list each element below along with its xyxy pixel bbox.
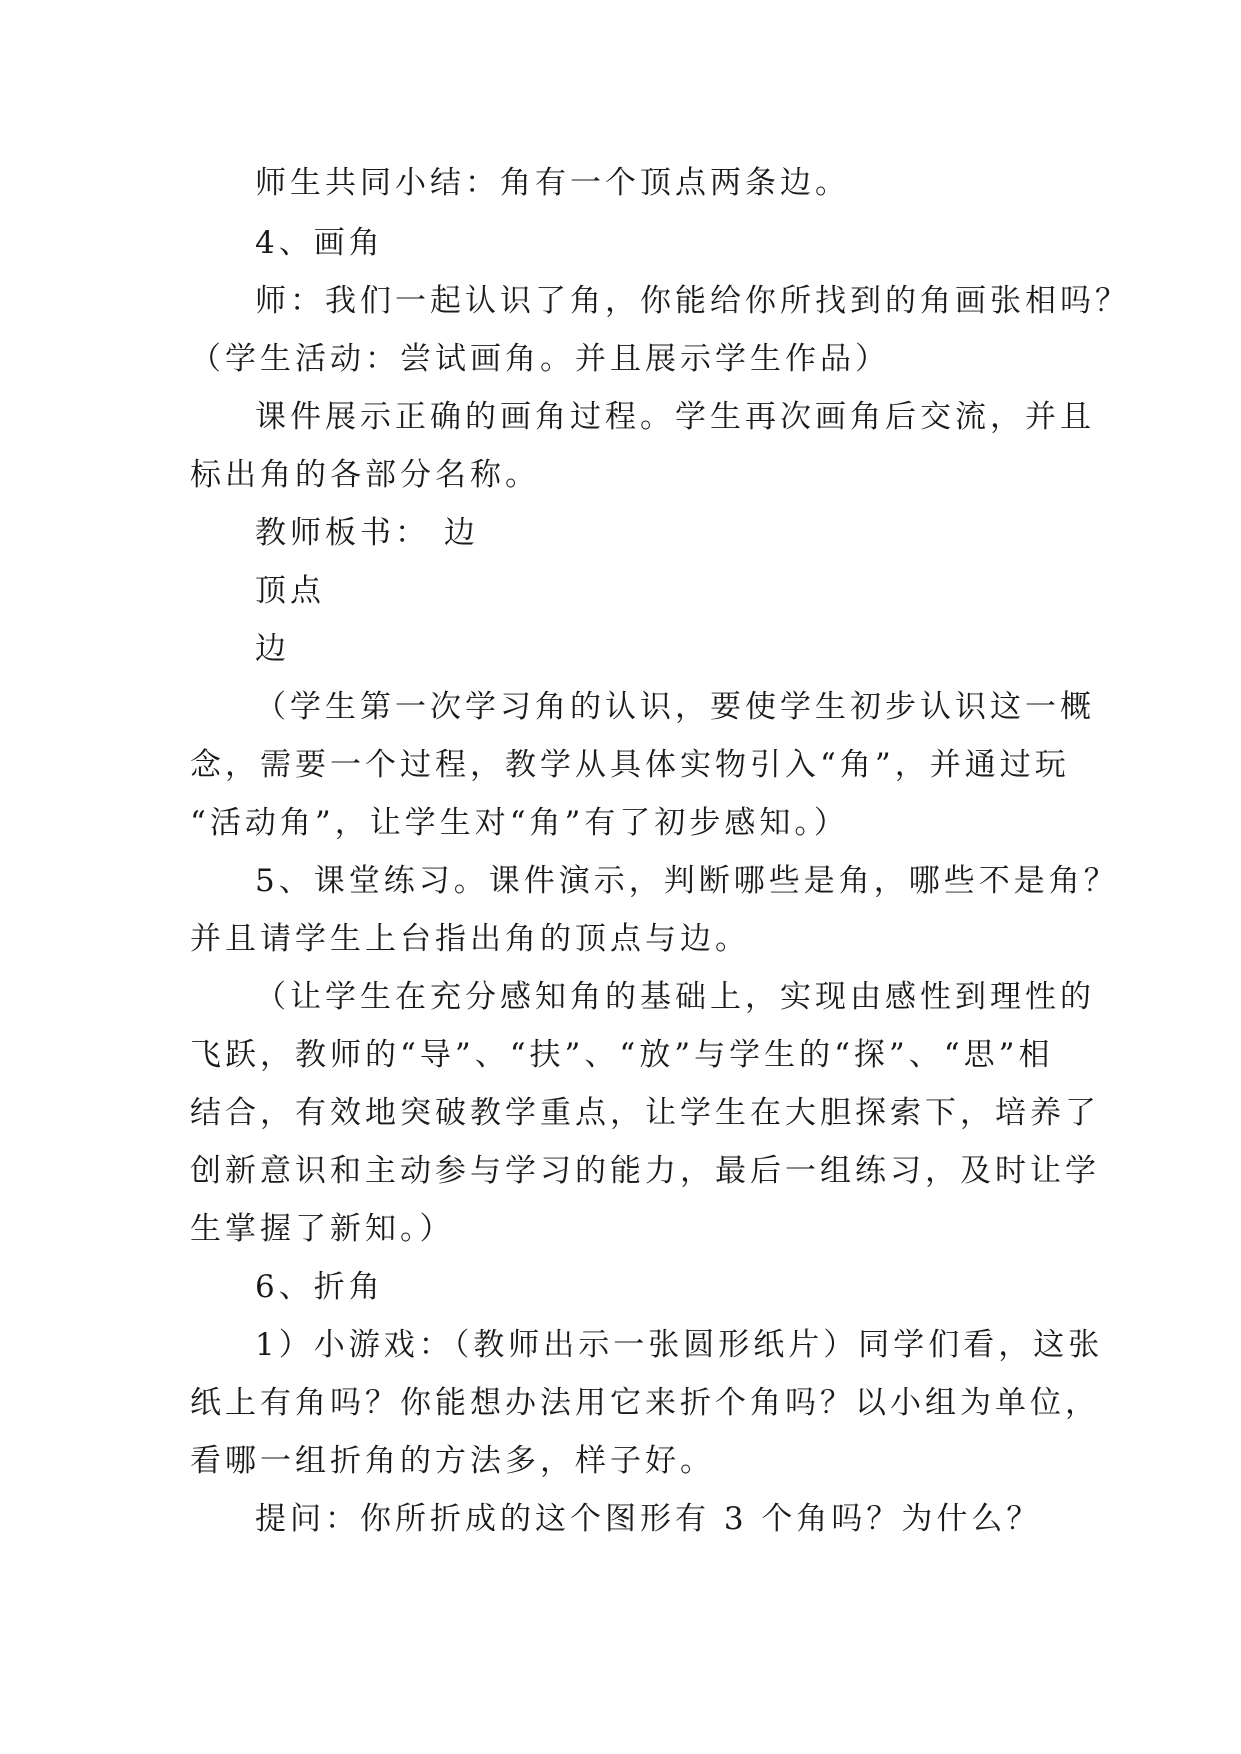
note-leap-1: （让学生在充分感知角的基础上，实现由感性到理性的 (255, 979, 1095, 1015)
board-writing-label: 教师板书： 边 (255, 515, 479, 551)
note-concept-2: 念，需要一个过程，教学从具体实物引入“角”，并通过玩 (190, 747, 1070, 783)
paragraph-courseware-2: 标出角的各部分名称。 (190, 457, 540, 493)
paragraph-courseware-1: 课件展示正确的画角过程。学生再次画角后交流，并且 (255, 399, 1095, 435)
paragraph-practice: 并且请学生上台指出角的顶点与边。 (190, 921, 750, 957)
note-leap-4: 创新意识和主动参与学习的能力，最后一组练习，及时让学 (190, 1153, 1100, 1189)
paragraph-teacher-prompt: 师：我们一起认识了角，你能给你所找到的角画张相吗？ (255, 283, 1130, 319)
paragraph-student-activity: （学生活动：尝试画角。并且展示学生作品） (190, 341, 890, 377)
board-writing-vertex: 顶点 (255, 573, 325, 609)
note-concept-3: “活动角”，让学生对“角”有了初步感知。） (190, 805, 849, 841)
paragraph-game-2: 纸上有角吗？你能想办法用它来折个角吗？以小组为单位， (190, 1385, 1100, 1421)
paragraph-game-1: 1）小游戏：（教师出示一张圆形纸片）同学们看，这张 (255, 1327, 1104, 1363)
heading-practice: 5、课堂练习。课件演示，判断哪些是角，哪些不是角？ (255, 863, 1119, 899)
note-leap-3: 结合，有效地突破教学重点，让学生在大胆探索下，培养了 (190, 1095, 1100, 1131)
paragraph-summary: 师生共同小结：角有一个顶点两条边。 (255, 165, 850, 201)
note-concept-1: （学生第一次学习角的认识，要使学生初步认识这一概 (255, 689, 1095, 725)
heading-fold-angle: 6、折角 (255, 1269, 384, 1305)
note-leap-2: 飞跃，教师的“导”、“扶”、“放”与学生的“探”、“思”相 (190, 1037, 1054, 1073)
board-writing-side: 边 (255, 631, 290, 667)
paragraph-game-3: 看哪一组折角的方法多，样子好。 (190, 1443, 715, 1479)
paragraph-question: 提问：你所折成的这个图形有 3 个角吗？为什么？ (255, 1501, 1042, 1537)
note-leap-5: 生掌握了新知。） (190, 1211, 455, 1247)
heading-draw-angle: 4、画角 (255, 225, 384, 261)
